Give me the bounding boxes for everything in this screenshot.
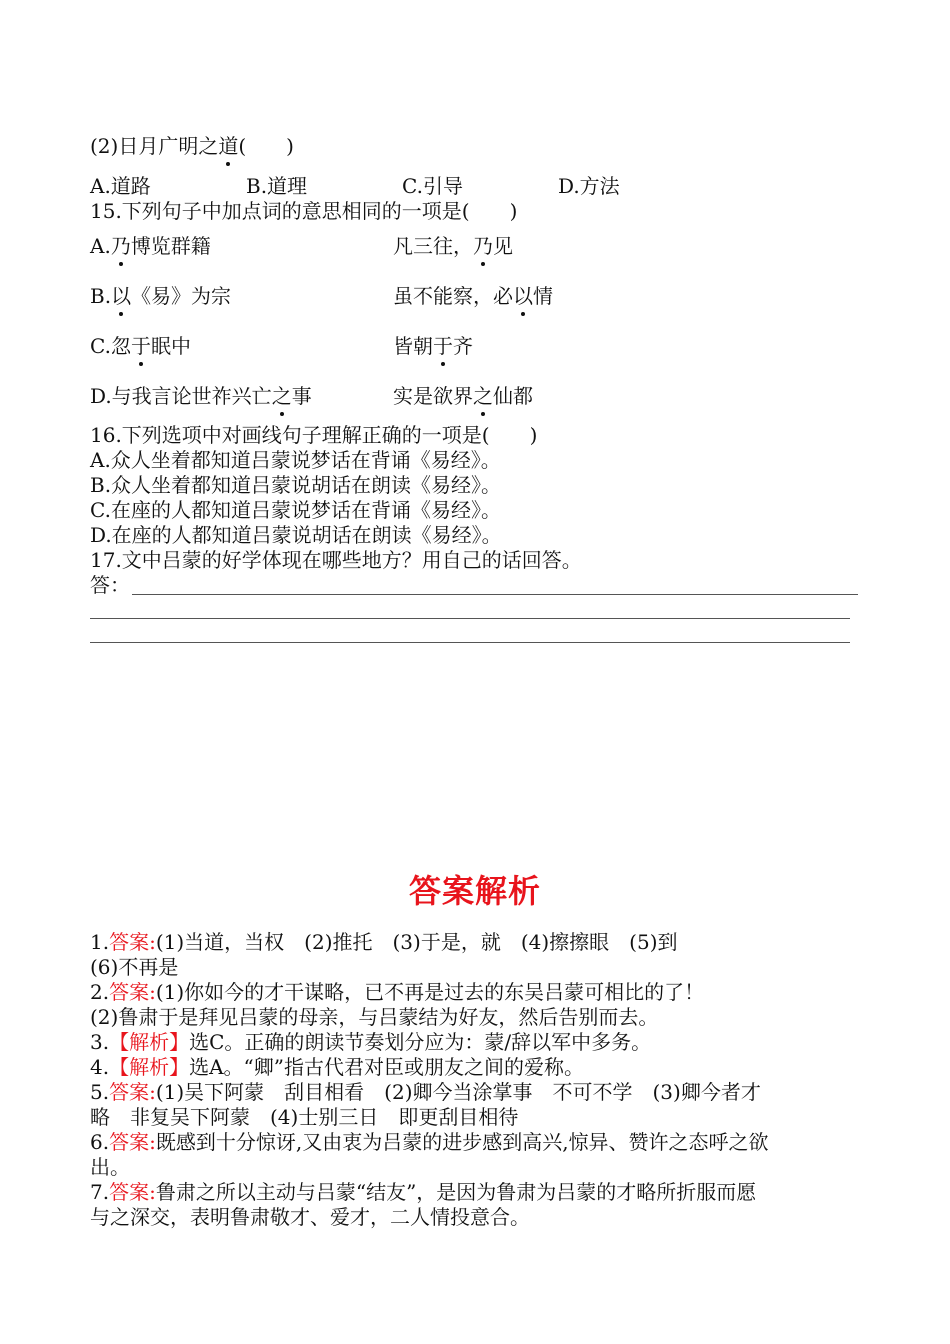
answer-text: (1)当道，当权 (2)推托 (3)于是，就 (4)擦擦眼 (5)到: [155, 930, 678, 954]
text: 眠中: [150, 334, 191, 358]
q17-answer-label: 答：: [90, 573, 130, 597]
answer-5-cont: 略 非复吴下阿蒙 (4)士别三日 即更刮目相待: [90, 1105, 519, 1129]
dotted-word: 以: [111, 284, 132, 308]
dotted-word: 于: [433, 334, 453, 358]
answer-num: 6.: [90, 1130, 110, 1154]
text: C.忽: [90, 334, 131, 358]
answer-num: 4.: [90, 1055, 110, 1079]
answer-label: 答案:: [109, 930, 156, 954]
answer-5: [90, 1080, 761, 1104]
answer-3: [90, 1030, 651, 1054]
q14-option-c: C.引导: [402, 174, 463, 198]
dotted-word: 乃: [110, 234, 131, 258]
q16-option-c: C.在座的人都知道吕蒙说梦话在背诵《易经》。: [90, 498, 501, 522]
answer-num: 2.: [90, 980, 110, 1004]
text: 齐: [453, 334, 473, 358]
text: 博览群籍: [130, 234, 211, 258]
answer-2: [90, 980, 704, 1004]
dotted-word: 乃: [473, 234, 493, 258]
answer-label: 答案:: [109, 980, 156, 1004]
text: 事: [291, 384, 312, 408]
answer-num: 5.: [90, 1080, 110, 1104]
text: 凡三往，: [393, 234, 473, 258]
answer-text: 选C。正确的朗读节奏划分应为：蒙/辞以军中多务。: [189, 1030, 652, 1054]
answer-line-2: [90, 618, 850, 619]
analysis-label: 【解析】: [109, 1055, 190, 1079]
text: 情: [533, 284, 553, 308]
answer-num: 3.: [90, 1030, 110, 1054]
dotted-word: 之: [473, 384, 493, 408]
text: 皆朝: [393, 334, 433, 358]
q15-row-c-right: [393, 334, 473, 358]
answer-1: [90, 930, 678, 954]
analysis-label: 【解析】: [109, 1030, 190, 1054]
q15-row-c-left: [90, 334, 191, 358]
q15-row-d-left: [90, 384, 312, 408]
q16-option-a: A.众人坐着都知道吕蒙说梦话在背诵《易经》。: [90, 448, 501, 472]
answer-7-cont: 与之深交，表明鲁肃敬才、爱才，二人情投意合。: [90, 1205, 530, 1229]
q15-row-b-right: [393, 284, 553, 308]
answer-7: [90, 1180, 756, 1204]
text: 实是欲界: [393, 384, 473, 408]
q14-option-b: B.道理: [246, 174, 308, 198]
answer-text: 选A。“卿”指古代君对臣或朋友之间的爱称。: [189, 1055, 584, 1079]
answer-text: (1)吴下阿蒙 刮目相看 (2)卿今当涂掌事 不可不学 (3)卿今者才: [155, 1080, 761, 1104]
text: 见: [493, 234, 513, 258]
text: 仙都: [493, 384, 533, 408]
answers-title: 答案解析: [408, 872, 541, 910]
dotted-word: 于: [130, 334, 151, 358]
answer-4: [90, 1055, 584, 1079]
answer-label: 答案:: [109, 1080, 156, 1104]
answer-text: 鲁肃之所以主动与吕蒙“结友”，是因为鲁肃为吕蒙的才略所折服而愿: [155, 1180, 757, 1204]
answer-label: 答案:: [109, 1130, 156, 1154]
answer-1-cont: (6)不再是: [90, 955, 179, 979]
text: A.: [90, 234, 111, 258]
answer-6: [90, 1130, 769, 1154]
q14-options: [90, 174, 850, 198]
text: D.与我言论世祚兴亡: [90, 384, 272, 408]
q14-item-2-pre: (2)日月广明之: [90, 134, 219, 158]
q15-row-b-left: [90, 284, 231, 308]
q15-row-a-left: [90, 234, 211, 258]
dotted-word: 以: [513, 284, 533, 308]
answer-label: 答案:: [109, 1180, 156, 1204]
answer-6-cont: 出。: [90, 1155, 130, 1179]
q14-option-d: D.方法: [558, 174, 620, 198]
q15-row-a-right: [393, 234, 513, 258]
q14-item-2-post: ( ): [238, 134, 294, 158]
answer-line-1: [132, 594, 858, 595]
q15-stem: 15.下列句子中加点词的意思相同的一项是( ): [90, 199, 518, 223]
answer-text: (1)你如今的才干谋略，已不再是过去的东吴吕蒙可相比的了！: [155, 980, 705, 1004]
dotted-word: 之: [271, 384, 292, 408]
answer-num: 1.: [90, 930, 110, 954]
q16-stem: 16.下列选项中对画线句子理解正确的一项是( ): [90, 423, 538, 447]
text: 《易》为宗: [131, 284, 232, 308]
q14-item-2: [90, 134, 294, 158]
answer-2-cont: (2)鲁肃于是拜见吕蒙的母亲，与吕蒙结为好友，然后告别而去。: [90, 1005, 659, 1029]
q16-option-d: D.在座的人都知道吕蒙说胡话在朗读《易经》。: [90, 523, 502, 547]
answer-num: 7.: [90, 1180, 110, 1204]
q17-stem: 17.文中吕蒙的好学体现在哪些地方？用自己的话回答。: [90, 548, 582, 572]
q14-item-2-dotted: 道: [218, 134, 239, 158]
q16-option-b: B.众人坐着都知道吕蒙说胡话在朗读《易经》。: [90, 473, 502, 497]
answer-text: 既感到十分惊讶,又由衷为吕蒙的进步感到高兴,惊异、赞许之态呼之欲: [155, 1130, 769, 1154]
text: B.: [90, 284, 112, 308]
q15-row-d-right: [393, 384, 533, 408]
text: 虽不能察，必: [393, 284, 513, 308]
answer-line-3: [90, 642, 850, 643]
q14-option-a: A.道路: [90, 174, 151, 198]
